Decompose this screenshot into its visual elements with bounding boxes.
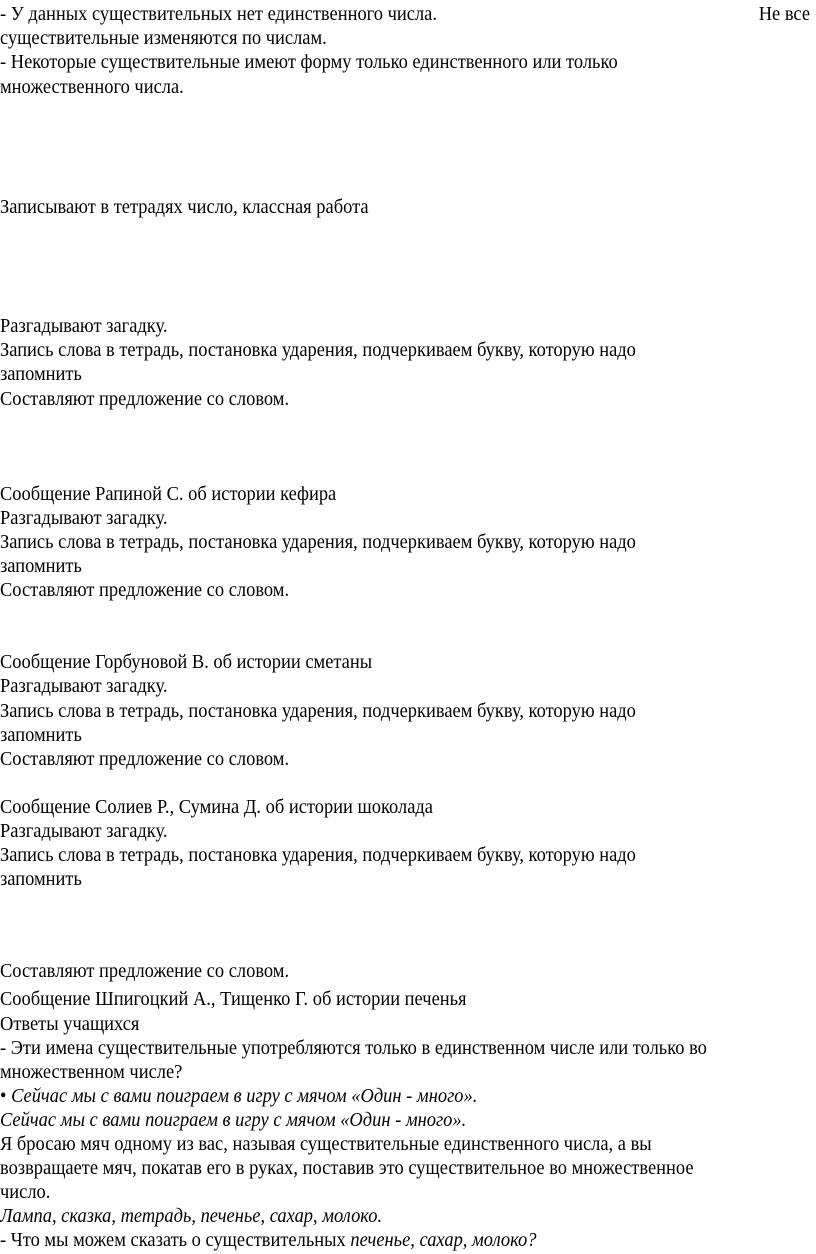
text-line: Разгадывают загадку.: [0, 675, 168, 697]
text-line: Разгадывают загадку.: [0, 507, 168, 529]
text-line: возвращаете мяч, покатав его в руках, поставив это существительное во множественное: [0, 1157, 694, 1179]
text-line: Составляют предложение со словом.: [0, 960, 290, 982]
text-line: существительные изменяются по числам.: [0, 27, 327, 49]
text-line: [0, 1204, 382, 1228]
text-line: Составляют предложение со словом.: [0, 748, 290, 770]
text-line: Составляют предложение со словом.: [0, 579, 290, 601]
bullet-icon: •: [0, 1085, 7, 1107]
text-italic: Лампа, сказка, тетрадь, печенье, сахар, молоко.: [0, 1205, 383, 1227]
text-line: Запись слова в тетрадь, постановка ударения, подчеркиваем букву, которую надо: [0, 844, 636, 866]
text-line: Разгадывают загадку.: [0, 820, 168, 842]
text-italic: Сейчас мы с вами поиграем в игру с мячом «Один - много».: [0, 1109, 467, 1131]
text-italic: Сейчас мы с вами поиграем в игру с мячом «Один - много».: [11, 1085, 478, 1107]
text-line: запомнить: [0, 555, 82, 577]
text-line: - Некоторые существительные имеют форму только единственного или только: [0, 51, 618, 73]
text-line: [0, 1108, 466, 1132]
text-plain: - Что мы можем сказать о существительных: [0, 1229, 351, 1251]
text-line: множественном числе?: [0, 1061, 183, 1083]
text-line: Запись слова в тетрадь, постановка ударения, подчеркиваем букву, которую надо: [0, 531, 636, 553]
text-line: - У данных существительных нет единственного числа.: [0, 3, 437, 25]
text-line: Записывают в тетрадях число, классная работа: [0, 196, 369, 218]
text-line: запомнить: [0, 363, 82, 385]
text-line: Сообщение Шпигоцкий А., Тищенко Г. об истории печенья: [0, 988, 467, 1010]
text-line: запомнить: [0, 868, 82, 890]
text-line: Ответы учащихся: [0, 1013, 140, 1035]
text-line: [0, 1228, 536, 1252]
text-line: число.: [0, 1181, 51, 1203]
text-line: Разгадывают загадку.: [0, 315, 168, 337]
text-line: Сообщение Солиев Р., Сумина Д. об истории шоколада: [0, 796, 433, 818]
text-line: Сообщение Горбуновой В. об истории сметаны: [0, 651, 373, 673]
text-line: Запись слова в тетрадь, постановка ударения, подчеркиваем букву, которую надо: [0, 339, 636, 361]
text-line-right: Не все: [758, 3, 810, 25]
text-italic: печенье, сахар, молоко?: [350, 1229, 537, 1251]
bullet-line: [0, 1084, 477, 1108]
text-line: Я бросаю мяч одному из вас, называя существительные единственного числа, а вы: [0, 1133, 652, 1155]
text-line: - Эти имена существительные употребляются только в единственном числе или только во: [0, 1037, 707, 1059]
text-line: запомнить: [0, 724, 82, 746]
text-line: Сообщение Рапиной С. об истории кефира: [0, 483, 337, 505]
text-line: Составляют предложение со словом.: [0, 388, 290, 410]
text-line: Запись слова в тетрадь, постановка ударения, подчеркиваем букву, которую надо: [0, 700, 636, 722]
text-line: множественного числа.: [0, 76, 184, 98]
